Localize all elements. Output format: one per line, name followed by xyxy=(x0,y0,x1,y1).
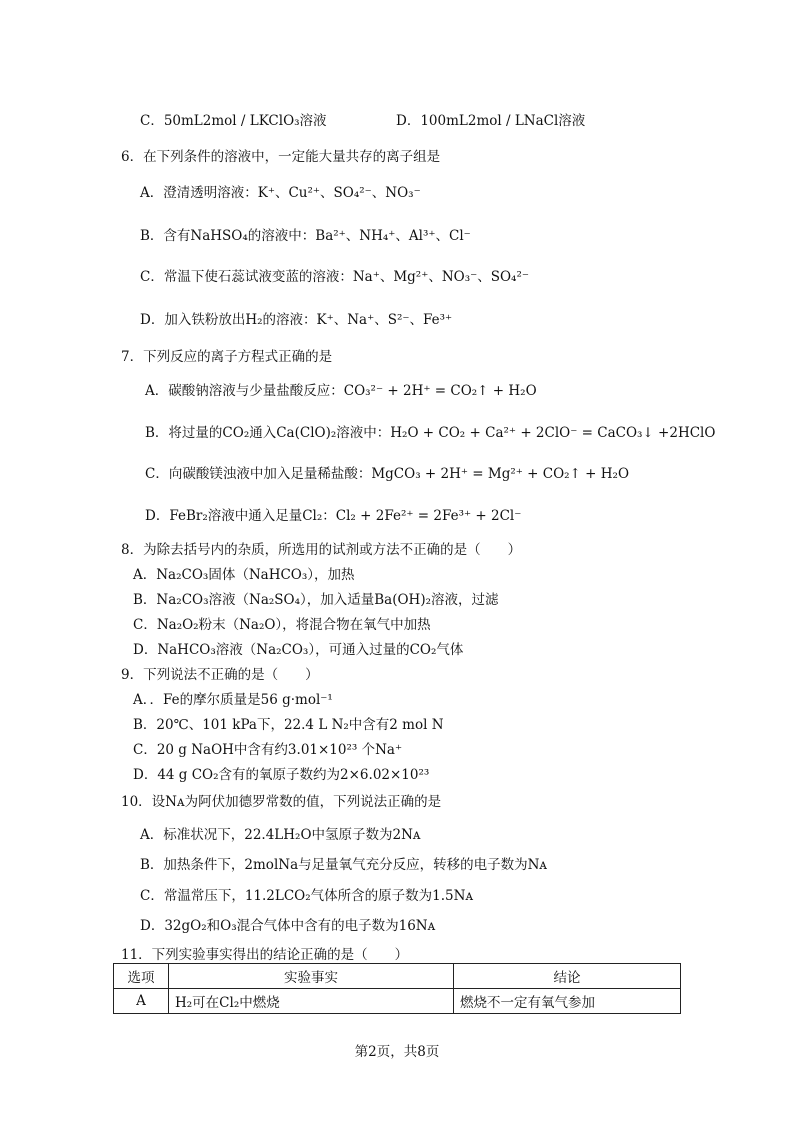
q8-option-c: C．Na₂O₂粉末（Na₂O），将混合物在氧气中加热 xyxy=(133,617,431,633)
header-option: 选项 xyxy=(114,964,169,989)
q6-option-d: D．加入铁粉放出H₂的溶液：K⁺、Na⁺、S²⁻、Fe³⁺ xyxy=(140,312,453,328)
cell-option: A xyxy=(114,989,169,1014)
q9-option-a: A．．Fe的摩尔质量是56 g·mol⁻¹ xyxy=(133,692,333,708)
q7-stem: 7．下列反应的离子方程式正确的是 xyxy=(121,349,333,365)
q6-stem: 6．在下列条件的溶液中，一定能大量共存的离子组是 xyxy=(121,149,441,165)
q9-option-d: D．44 g CO₂含有的氧原子数约为2×6.02×10²³ xyxy=(133,767,430,783)
q10-option-c: C．常温常压下，11.2LCO₂气体所含的原子数为1.5Nᴀ xyxy=(140,888,474,904)
q11-stem: 11．下列实验事实得出的结论正确的是（ ） xyxy=(121,947,409,963)
page-footer: 第2页，共8页 xyxy=(354,1044,440,1060)
header-fact: 实验事实 xyxy=(169,964,454,989)
q10-option-d: D．32gO₂和O₃混合气体中含有的电子数为16Nᴀ xyxy=(140,918,436,934)
table-row xyxy=(114,989,681,1014)
header-conclusion: 结论 xyxy=(454,964,681,989)
q7-option-d: D．FeBr₂溶液中通入足量Cl₂：Cl₂ + 2Fe²⁺ = 2Fe³⁺ + 2Cl⁻ xyxy=(145,508,522,524)
q5-option-c: C．50mL2mol / LKClO₃溶液 xyxy=(140,113,327,129)
q7-option-b: B．将过量的CO₂通入Ca(ClO)₂溶液中：H₂O + CO₂ + Ca²⁺ + 2ClO⁻ = CaCO₃↓ +2HClO xyxy=(145,425,716,441)
q10-stem: 10．设Nᴀ为阿伏加德罗常数的值，下列说法正确的是 xyxy=(121,794,442,810)
q6-option-b: B．含有NaHSO₄的溶液中：Ba²⁺、NH₄⁺、Al³⁺、Cl⁻ xyxy=(140,228,471,244)
q10-option-b: B．加热条件下，2molNa与足量氧气充分反应，转移的电子数为Nᴀ xyxy=(140,857,548,873)
q8-option-b: B．Na₂CO₃溶液（Na₂SO₄），加入适量Ba(OH)₂溶液，过滤 xyxy=(133,592,499,608)
q7-option-c: C．向碳酸镁浊液中加入足量稀盐酸：MgCO₃ + 2H⁺ = Mg²⁺ + CO₂↑ + H₂O xyxy=(145,466,630,482)
q6-option-c: C．常温下使石蕊试液变蓝的溶液：Na⁺、Mg²⁺、NO₃⁻、SO₄²⁻ xyxy=(140,269,530,285)
q8-option-a: A．Na₂CO₃固体（NaHCO₃），加热 xyxy=(133,567,355,583)
q6-option-a: A．澄清透明溶液：K⁺、Cu²⁺、SO₄²⁻、NO₃⁻ xyxy=(140,185,421,201)
q9-option-b: B．20℃、101 kPa下，22.4 L N₂中含有2 mol N xyxy=(133,717,444,733)
q9-stem: 9．下列说法不正确的是（ ） xyxy=(121,667,319,683)
q5-option-d: D．100mL2mol / LNaCl溶液 xyxy=(396,113,586,129)
cell-conclusion: 燃烧不一定有氧气参加 xyxy=(454,989,681,1014)
q8-stem: 8．为除去括号内的杂质，所选用的试剂或方法不正确的是（ ） xyxy=(121,542,522,558)
q10-option-a: A．标准状况下，22.4LH₂O中氢原子数为2Nᴀ xyxy=(140,827,421,843)
table-header-row xyxy=(114,964,681,989)
q9-option-c: C．20 g NaOH中含有约3.01×10²³ 个Na⁺ xyxy=(133,742,403,758)
q7-option-a: A．碳酸钠溶液与少量盐酸反应：CO₃²⁻ + 2H⁺ = CO₂↑ + H₂O xyxy=(145,383,537,399)
q8-option-d: D．NaHCO₃溶液（Na₂CO₃），可通入过量的CO₂气体 xyxy=(133,642,464,658)
q11-table xyxy=(113,963,681,1014)
cell-fact: H₂可在Cl₂中燃烧 xyxy=(169,989,454,1014)
